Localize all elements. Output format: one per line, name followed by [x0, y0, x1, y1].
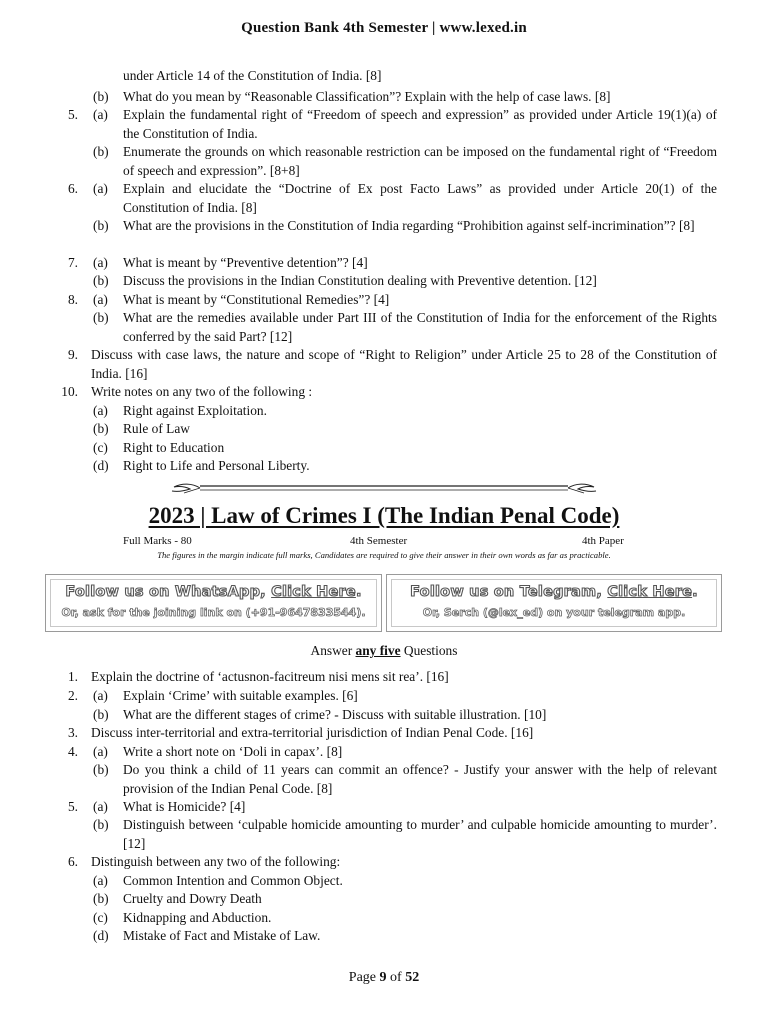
- question-text: Right to Education: [123, 440, 225, 455]
- page-header: Question Bank 4th Semester | www.lexed.in: [241, 20, 527, 36]
- question-sub-label: (b): [93, 89, 109, 104]
- question-text: Write notes on any two of the following :: [91, 384, 313, 399]
- question-text: What are the provisions in the Constitution of India regarding “Prohibition against self-incrimination”? [8]: [123, 218, 695, 233]
- question-text: Explain the doctrine of ‘actusnon-facitreum nisi mens sit rea’. [16]: [91, 669, 449, 684]
- current-page-number: 9: [379, 970, 387, 985]
- whatsapp-suffix: .: [355, 584, 362, 600]
- whatsapp-banner-subtitle: Or, ask for the joining link on (+91-9647833544).: [61, 606, 366, 619]
- whatsapp-prefix: Follow us on WhatsApp,: [65, 584, 272, 600]
- question-sub-label: (a): [93, 292, 108, 307]
- whatsapp-click-here-link[interactable]: Click Here: [271, 584, 356, 600]
- question-text: under Article 14 of the Constitution of India. [8]: [123, 68, 382, 83]
- question-number: 9.: [67, 347, 78, 362]
- question-number: 1.: [67, 669, 78, 684]
- question-text: Explain and elucidate the “Doctrine of Ex post Facto Laws” as provided under Article 20(1) of the Constitution of India. [8]: [123, 181, 717, 215]
- question-sub-label: (d): [93, 928, 109, 943]
- answer-emphasis: any five: [355, 643, 401, 658]
- question-sub-label: (b): [93, 218, 109, 233]
- question-number: 6.: [67, 854, 78, 869]
- paper-title-text: 2023 | Law of Crimes I (The Indian Penal Code): [148, 503, 620, 528]
- full-marks: Full Marks - 80: [123, 535, 192, 547]
- question-number: 8.: [67, 292, 78, 307]
- question-text: Do you think a child of 11 years can commit an offence? - Justify your answer with the help of relevant provision of the Indian Penal Code. [8]: [123, 762, 717, 796]
- question-number: 6.: [67, 181, 78, 196]
- question-text: Right against Exploitation.: [123, 403, 267, 418]
- question-sub-label: (a): [93, 403, 108, 418]
- question-text: Discuss inter-territorial and extra-territorial jurisdiction of Indian Penal Code. [16]: [91, 725, 534, 740]
- paper-title: [0, 503, 768, 529]
- question-number: 3.: [67, 725, 78, 740]
- question-text: What is meant by “Preventive detention”? [4]: [123, 255, 368, 270]
- question-sub-label: (c): [93, 910, 108, 925]
- question-sub-label: (a): [93, 799, 108, 814]
- question-sub-label: (b): [93, 310, 109, 325]
- question-sub-label: (b): [93, 762, 109, 777]
- answer-prefix: Answer: [310, 643, 356, 658]
- question-sub-label: (b): [93, 817, 109, 832]
- question-text: Write a short note on ‘Doli in capax’. [8]: [123, 744, 343, 759]
- question-text: Distinguish between any two of the following:: [91, 854, 341, 869]
- ornamental-divider: [170, 481, 598, 495]
- question-number: 10.: [61, 384, 78, 399]
- question-sub-label: (b): [93, 421, 109, 436]
- question-text: Rule of Law: [123, 421, 190, 436]
- question-text: Kidnapping and Abduction.: [123, 910, 272, 925]
- exam-instructions: The figures in the margin indicate full marks, Candidates are required to give their answer in their own words as far as practicable.: [157, 550, 611, 560]
- question-number: 2.: [67, 688, 78, 703]
- question-text: Distinguish between ‘culpable homicide amounting to murder’ and culpable homicide amounting to murder’. [12]: [123, 817, 717, 851]
- question-sub-label: (a): [93, 873, 108, 888]
- question-text: What is Homicide? [4]: [123, 799, 246, 814]
- question-number: 4.: [67, 744, 78, 759]
- page-footer: [0, 970, 768, 986]
- telegram-banner-subtitle: Or, Serch (@lex_ed) on your telegram app.: [422, 606, 686, 619]
- question-sub-label: (a): [93, 255, 108, 270]
- question-text: Common Intention and Common Object.: [123, 873, 343, 888]
- question-text: Explain ‘Crime’ with suitable examples. [6]: [123, 688, 358, 703]
- question-sub-label: (a): [93, 181, 108, 196]
- question-sub-label: (c): [93, 440, 108, 455]
- paper-number: 4th Paper: [582, 535, 624, 547]
- page-label: Page: [348, 970, 380, 985]
- telegram-prefix: Follow us on Telegram,: [410, 584, 608, 600]
- question-text: Right to Life and Personal Liberty.: [123, 458, 310, 473]
- whatsapp-banner-title: [46, 584, 381, 600]
- question-text: Discuss the provisions in the Indian Constitution dealing with Preventive detention. [12]: [123, 273, 597, 288]
- question-number: 7.: [67, 255, 78, 270]
- question-number: 5.: [67, 799, 78, 814]
- question-text: What are the remedies available under Part III of the Constitution of India for the enforcement of the Rights conferred by the said Part? [12]: [123, 310, 717, 344]
- question-sub-label: (b): [93, 273, 109, 288]
- page-of-label: of: [386, 970, 406, 985]
- question-sub-label: (a): [93, 107, 108, 122]
- whatsapp-banner[interactable]: [45, 574, 382, 632]
- question-text: Cruelty and Dowry Death: [123, 891, 262, 906]
- question-sub-label: (a): [93, 744, 108, 759]
- question-text: What is meant by “Constitutional Remedies”? [4]: [123, 292, 390, 307]
- semester-label: 4th Semester: [350, 535, 408, 547]
- answer-suffix: Questions: [400, 643, 458, 658]
- telegram-banner[interactable]: [386, 574, 722, 632]
- question-number: 5.: [67, 107, 78, 122]
- question-sub-label: (a): [93, 688, 108, 703]
- total-pages-number: 52: [405, 970, 420, 985]
- question-text: What are the different stages of crime? - Discuss with suitable illustration. [10]: [123, 707, 547, 722]
- question-sub-label: (d): [93, 458, 109, 473]
- answer-instruction: [0, 643, 768, 659]
- question-text: Enumerate the grounds on which reasonable restriction can be imposed on the fundamental right of “Freedom of speech and expression”. [8+8]: [123, 144, 717, 178]
- question-text: Mistake of Fact and Mistake of Law.: [123, 928, 321, 943]
- question-sub-label: (b): [93, 144, 109, 159]
- telegram-click-here-link[interactable]: Click Here: [607, 584, 693, 600]
- question-text: What do you mean by “Reasonable Classification”? Explain with the help of case laws. [8]: [123, 89, 611, 104]
- question-text: Explain the fundamental right of “Freedom of speech and expression” as provided under Article 19(1)(a) of the Constitution of India.: [123, 107, 717, 141]
- telegram-suffix: .: [692, 584, 698, 600]
- question-sub-label: (b): [93, 707, 109, 722]
- telegram-banner-title: [387, 584, 721, 600]
- question-sub-label: (b): [93, 891, 109, 906]
- question-text: Discuss with case laws, the nature and scope of “Right to Religion” under Article 25 to 28 of the Constitution of India. [16]: [91, 347, 717, 381]
